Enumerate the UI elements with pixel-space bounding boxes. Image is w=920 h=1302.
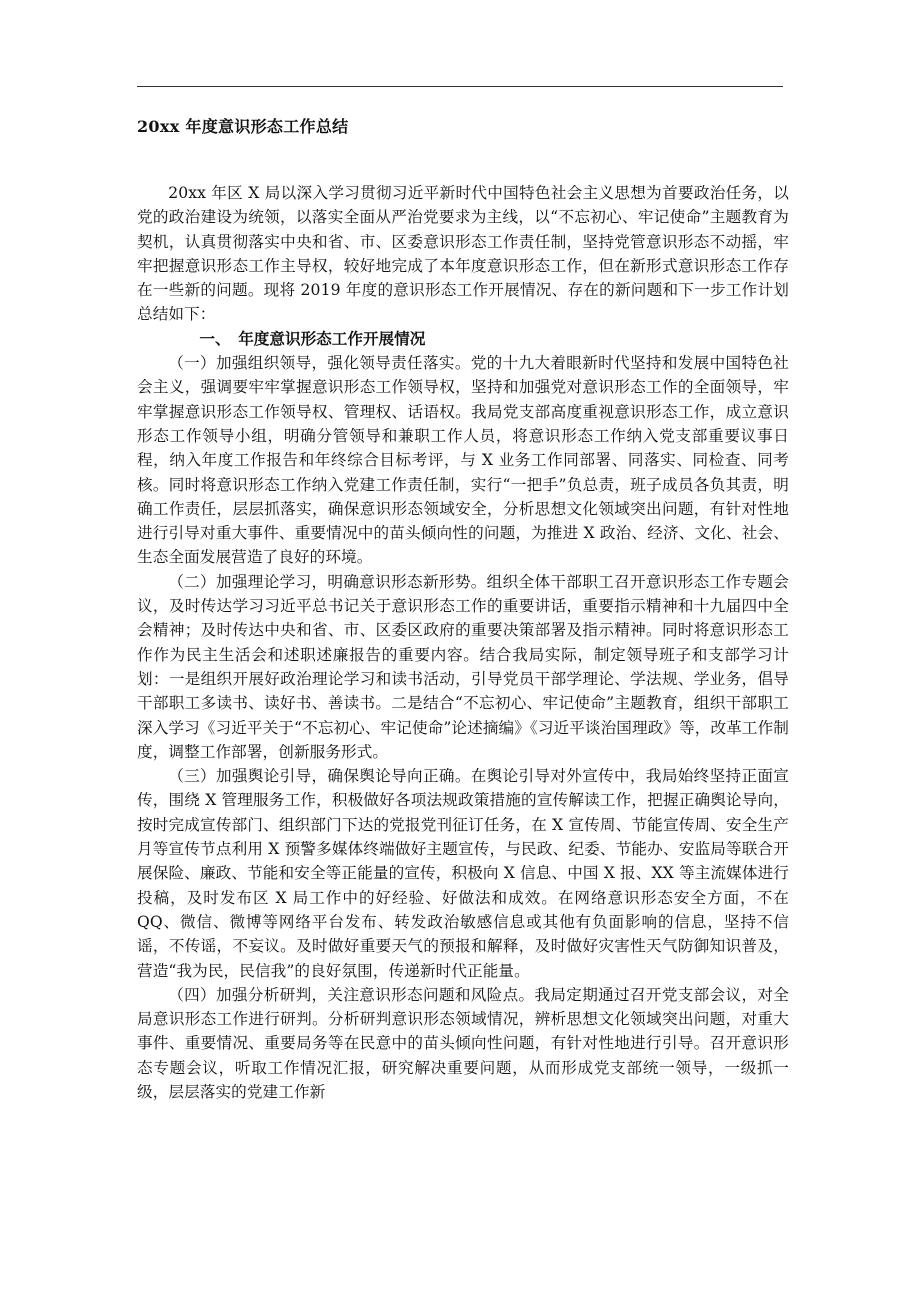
section-heading bbox=[137, 327, 789, 351]
document-body bbox=[137, 181, 789, 1104]
paragraph-theory-study: （二）加强理论学习，明确意识形态新形势。组织全体干部职工召开意识形态工作专题会议，及时传达学习习近平总书记关于意识形态工作的重要讲话，重要指示精神和十九届四中全会精神；及时传达中央和省、市、区委区政府的重要决策部署及指示精神。同时将意识形态工作作为民主生活会和述职述廉报告的重要内容。结合我局实际，制定领导班子和支部学习计划：一是组织开展好政治理论学习和读书活动，引导党员干部学理论、学法规、学业务，倡导干部职工多读书、读好书、善读书。二是结合“不忘初心、牢记使命”主题教育，组织干部职工深入学习《习近平关于“不忘初心、牢记使命”论述摘编》《习近平谈治国理政》等，改革工作制度，调整工作部署，创新服务形式。 bbox=[137, 572, 789, 761]
section-heading-text: 年度意识形态工作开展情况 bbox=[238, 328, 426, 348]
header-rule bbox=[137, 86, 783, 87]
paragraph-public-opinion: （三）加强舆论引导，确保舆论导向正确。在舆论引导对外宣传中，我局始终坚持正面宣传，围绕 X 管理服务工作，积极做好各项法规政策措施的宣传解读工作，把握正确舆论导向，按时完成宣传部门、组织部门下达的党报党刊征订任务，在 X 宣传周、节能宣传周、安全生产月等宣传节点利用 X 预警多媒体终端做好主题宣传，与民政、纪委、节能办、安监局等联合开展保险、廉政、节能和安全等正能量的宣传，积极向 X 信息、中国 X 报、XX 等主流媒体进行投稿，及时发布区 X 局工作中的好经验、好做法和成效。在网络意识形态安全方面，不在 QQ、微信、微博等网络平台发布、转发政治敏感信息或其他有负面影响的信息，坚持不信谣，不传谣，不妄议。及时做好重要天气的预报和解释，及时做好灾害性天气防御知识普及，营造“我为民，民信我”的良好氛围，传递新时代正能量。 bbox=[137, 767, 789, 980]
paragraph-analysis: （四）加强分析研判，关注意识形态问题和风险点。我局定期通过召开党支部会议，对全局意识形态工作进行研判。分析研判意识形态领域情况，辨析思想文化领域突出问题，对重大事件、重要情况、重要局务等在民意中的苗头倾向性问题，有针对性地进行引导。召开意识形态专题会议，听取工作情况汇报，研究解决重要问题，从而形成党支部统一领导，一级抓一级，层层落实的党建工作新 bbox=[137, 985, 789, 1101]
paragraph-organization: （一）加强组织领导，强化领导责任落实。党的十九大着眼新时代坚持和发展中国特色社会主义，强调要牢牢掌握意识形态工作领导权，坚持和加强党对意识形态工作的全面领导，牢牢掌握意识形态工作领导权、管理权、话语权。我局党支部高度重视意识形态工作，成立意识形态工作领导小组，明确分管领导和兼职工作人员，将意识形态工作纳入党支部重要议事日程，纳入年度工作报告和年终综合目标考评，与 X 业务工作同部署、同落实、同检查、同考核。同时将意识形态工作纳入党建工作责任制，实行“一把手”负总责，班子成员各负其责，明确工作责任，层层抓落实，确保意识形态领域安全，分析思想文化领域突出问题，有针对性地进行引导对重大事件、重要情况中的苗头倾向性的问题，为推进 X 政治、经济、文化、社会、生态全面发展营造了良好的环境。 bbox=[137, 354, 789, 567]
document-title: 20xx 年度意识形态工作总结 bbox=[137, 117, 349, 136]
intro-paragraph: 20xx 年区 X 局以深入学习贯彻习近平新时代中国特色社会主义思想为首要政治任务，以党的政治建设为统领，以落实全面从严治党要求为主线，以“不忘初心、牢记使命”主题教育为契机，认真贯彻落实中央和省、市、区委意识形态工作责任制，坚持党管意识形态不动摇，牢牢把握意识形态工作主导权，较好地完成了本年度意识形态工作，但在新形式意识形态工作存在一些新的问题。现将 2019 年度的意识形态工作开展情况、存在的新问题和下一步工作计划总结如下： bbox=[137, 184, 789, 324]
section-number: 一、 bbox=[199, 328, 231, 348]
